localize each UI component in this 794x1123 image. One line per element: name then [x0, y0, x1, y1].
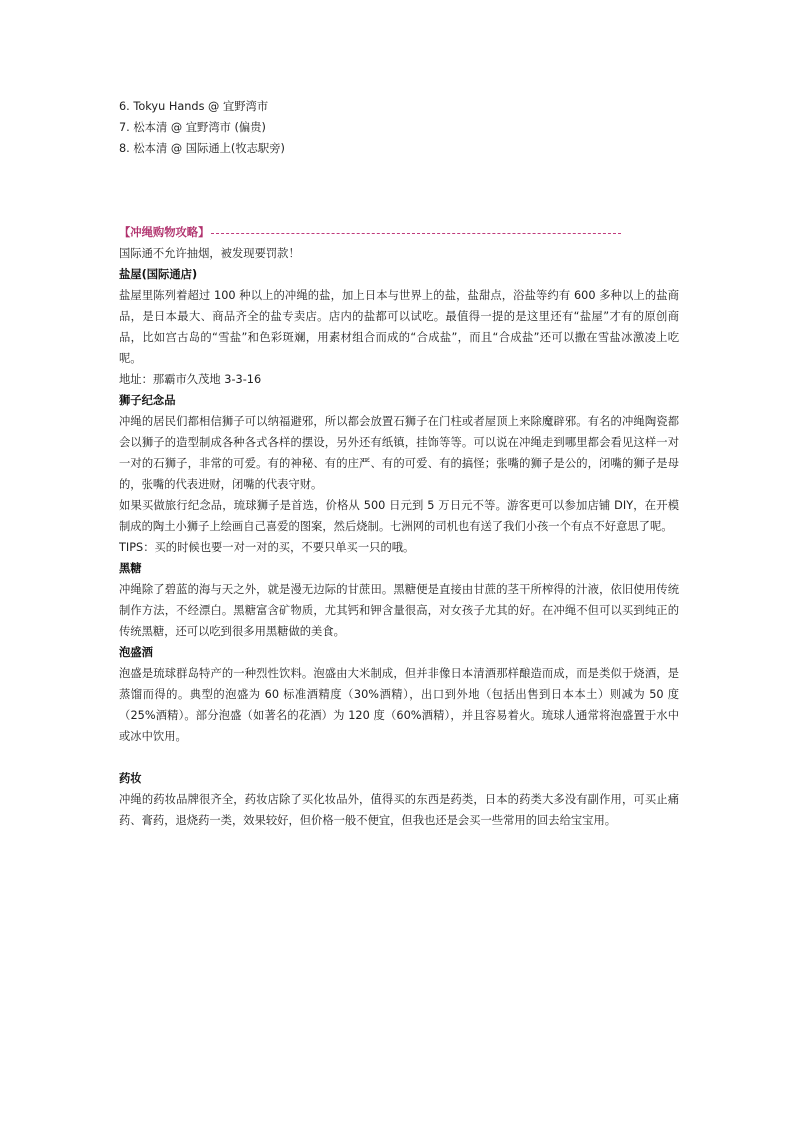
section-header	[119, 222, 679, 243]
cosmetics-heading: 药妆	[119, 772, 142, 785]
salt-heading: 盐屋(国际通店)	[119, 268, 198, 281]
shisa-heading: 狮子纪念品	[119, 394, 176, 407]
notice-text: 国际通不允许抽烟，被发现要罚款！	[119, 247, 300, 260]
shisa-paragraph-1: 冲绳的居民们都相信狮子可以纳福避邪，所以都会放置石狮子在门柱或者屋顶上来除魔辟邪。有名的冲绳陶瓷都会以狮子的造型制成各种各式各样的摆设，另外还有纸镇，挂饰等等。可以说在冲绳走到哪里都会看见这样一对一对的石狮子，非常的可爱。有的神秘、有的庄严、有的可爱、有的搞怪；张嘴的狮子是公的，闭嘴的狮子是母的，张嘴的代表进财，闭嘴的代表守财。	[119, 415, 679, 491]
cosmetics-paragraph: 冲绳的药妆品牌很齐全，药妆店除了买化妆品外，值得买的东西是药类，日本的药类大多没有副作用，可买止痛药、膏药，退烧药一类，效果较好，但价格一般不便宜，但我也还是会买一些常用的回去给宝宝用。	[119, 793, 679, 827]
list-item: 8. 松本清 @ 国际通上(牧志駅旁)	[119, 142, 285, 155]
section-title: 【冲绳购物攻略】	[119, 226, 210, 239]
awamori-paragraph: 泡盛是琉球群岛特产的一种烈性饮料。泡盛由大米制成，但并非像日本清酒那样酿造而成，而是类似于烧酒，是蒸馏而得的。典型的泡盛为 60 标准酒精度（30%酒精），出口到外地（包括出售到日本本土）则减为 50 度（25%酒精）。部分泡盛（如著名的花酒）为 120 度（60%酒精），并且容易着火。琉球人通常将泡盛置于水中或冰中饮用。	[119, 667, 679, 743]
spacer	[119, 159, 679, 218]
dashed-divider	[211, 233, 621, 234]
list-item: 7. 松本清 @ 宜野湾市 (偏贵)	[119, 121, 266, 134]
spacer	[119, 747, 679, 768]
list-item: 6. Tokyu Hands @ 宜野湾市	[119, 100, 269, 113]
sugar-paragraph: 冲绳除了碧蓝的海与天之外，就是漫无边际的甘蔗田。黑糖便是直接由甘蔗的茎干所榨得的汁液，依旧使用传统制作方法，不经漂白。黑糖富含矿物质，尤其钙和钾含量很高，对女孩子尤其的好。在冲绳不但可以买到纯正的传统黑糖，还可以吃到很多用黑糖做的美食。	[119, 583, 679, 638]
shisa-tips: TIPS：买的时候也要一对一对的买，不要只单买一只的哦。	[119, 541, 415, 554]
shisa-paragraph-2: 如果买做旅行纪念品，琉球狮子是首选，价格从 500 日元到 5 万日元不等。游客更可以参加店铺 DIY，在开模制成的陶土小狮子上绘画自己喜爱的图案，然后烧制。七洲网的司机也有送了我们小孩一个有点不好意思了呢。	[119, 499, 679, 533]
awamori-heading: 泡盛酒	[119, 646, 153, 659]
salt-paragraph: 盐屋里陈列着超过 100 种以上的冲绳的盐，加上日本与世界上的盐，盐甜点，浴盐等约有 600 多种以上的盐商品，是日本最大、商品齐全的盐专卖店。店内的盐都可以试吃。最值得一提的是这里还有“盐屋”才有的原创商品，比如宫古岛的“雪盐”和色彩斑斓，用素材组合而成的“合成盐”，而且“合成盐”还可以撒在雪盐冰激凌上吃呢。	[119, 289, 679, 365]
sugar-heading: 黑糖	[119, 562, 142, 575]
store-list	[119, 96, 679, 159]
document-page	[119, 96, 679, 831]
salt-address: 地址：那霸市久茂地 3-3-16	[119, 373, 262, 386]
